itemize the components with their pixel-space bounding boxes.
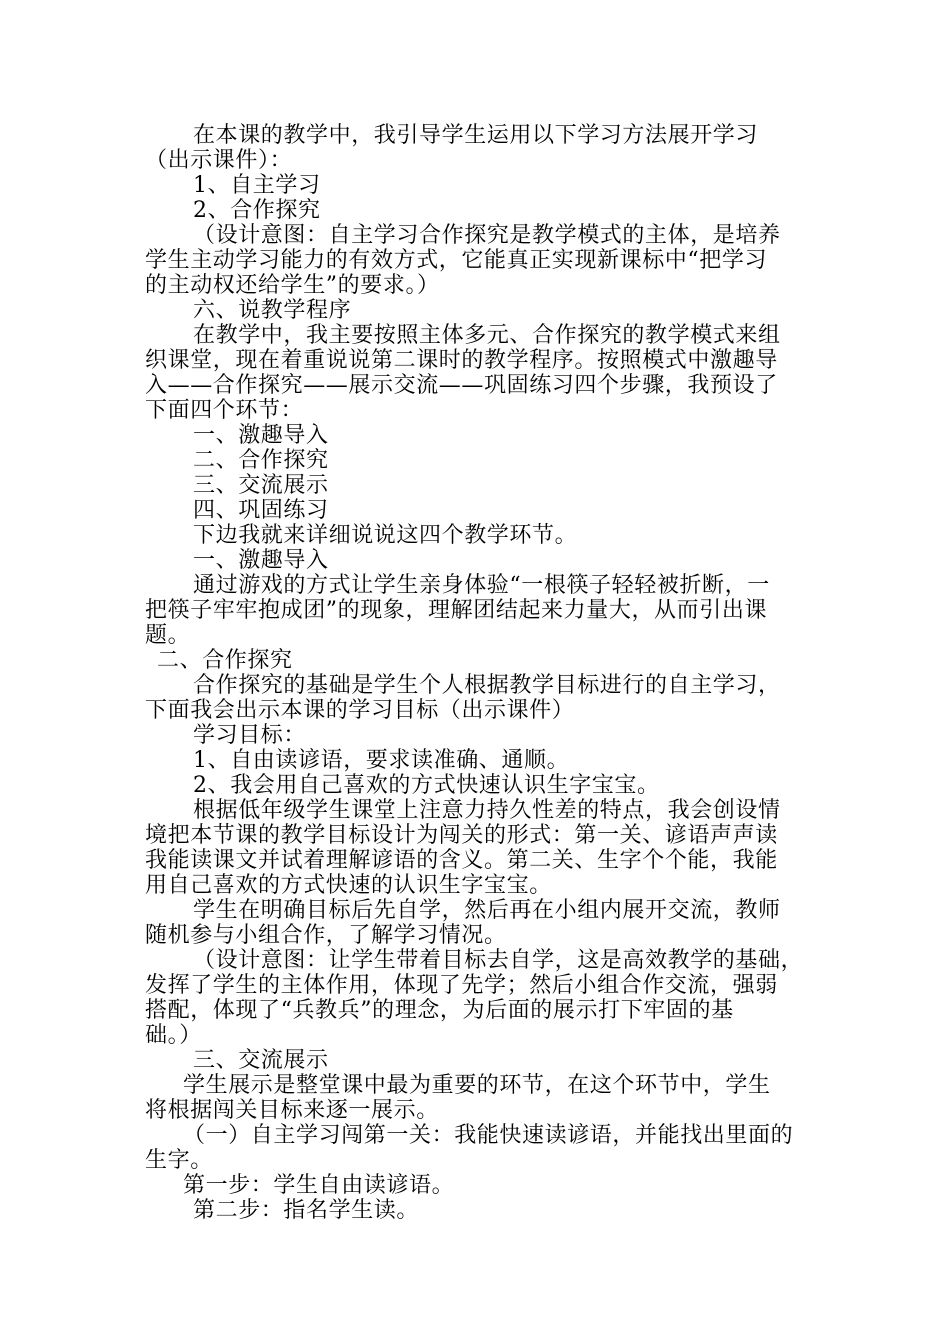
text-line: 随机参与小组合作，了解学习情况。	[145, 923, 507, 948]
text-line: 将根据闯关目标来逐一展示。	[145, 1098, 439, 1123]
text-line: 搭配，体现了“兵教兵”的理念，为后面的展示打下牢固的基	[145, 998, 734, 1023]
section-heading: 二、合作探究	[157, 648, 293, 673]
text-line: 在本课的教学中，我引导学生运用以下学习方法展开学习	[193, 123, 759, 148]
text-line: 用自己喜欢的方式快速的认识生字宝宝。	[145, 873, 552, 898]
text-line: 生字。	[145, 1148, 213, 1173]
text-line: 下面我会出示本课的学习目标（出示课件）	[145, 698, 575, 723]
text-line: 1、自主学习	[193, 173, 321, 198]
text-line: 下面四个环节：	[145, 398, 304, 423]
text-line: 合作探究的基础是学生个人根据教学目标进行的自主学习，	[193, 673, 781, 698]
list-item: 三、交流展示	[193, 473, 329, 498]
list-item: 1、自由读谚语，要求读准确、通顺。	[193, 748, 570, 773]
text-line: 学生主动学习能力的有效方式，它能真正实现新课标中“把学习	[145, 248, 768, 273]
text-line: 在教学中，我主要按照主体多元、合作探究的教学模式来组	[193, 323, 781, 348]
text-line: 学习目标：	[193, 723, 307, 748]
text-line: 根据低年级学生课堂上注意力持久性差的特点，我会创设情	[193, 798, 781, 823]
text-line: 2、合作探究	[193, 198, 321, 223]
text-line: （出示课件）：	[145, 148, 293, 173]
text-line: 织课堂，现在着重说说第二课时的教学程序。按照模式中激趣导	[145, 348, 778, 373]
text-line: 发挥了学生的主体作用，体现了先学；然后小组合作交流，强弱	[145, 973, 778, 998]
text-line: 我能读课文并试着理解谚语的含义。第二关、生字个个能，我能	[145, 848, 778, 873]
text-line: 学生在明确目标后先自学，然后再在小组内展开交流，教师	[193, 898, 781, 923]
list-item: 2、我会用自己喜欢的方式快速认识生字宝宝。	[193, 773, 660, 798]
text-line: （设计意图：自主学习合作探究是教学模式的主体，是培养	[193, 223, 781, 248]
list-item: 四、巩固练习	[193, 498, 329, 523]
section-heading: 三、交流展示	[193, 1048, 329, 1073]
list-item: 一、激趣导入	[193, 423, 329, 448]
text-line: （设计意图：让学生带着目标去自学，这是高效教学的基础，	[193, 948, 804, 973]
text-line: 础。）	[145, 1023, 202, 1048]
text-line: 把筷子牢牢抱成团”的现象，理解团结起来力量大，从而引出课	[145, 598, 768, 623]
text-line: 的主动权还给学生”的要求。）	[145, 273, 440, 298]
text-line: 入——合作探究——展示交流——巩固练习四个步骤，我预设了	[145, 373, 778, 398]
text-line: （一）自主学习闯第一关：我能快速读谚语，并能找出里面的	[183, 1123, 794, 1148]
text-line: 第二步：指名学生读。	[193, 1198, 420, 1223]
section-heading: 一、激趣导入	[193, 548, 329, 573]
text-line: 第一步：学生自由读谚语。	[183, 1173, 455, 1198]
text-line: 题。	[145, 623, 191, 648]
text-line: 境把本节课的教学目标设计为闯关的形式：第一关、谚语声声读	[145, 823, 778, 848]
text-line: 学生展示是整堂课中最为重要的环节，在这个环节中，学生	[183, 1073, 771, 1098]
text-line: 下边我就来详细说说这四个教学环节。	[193, 523, 578, 548]
text-line: 通过游戏的方式让学生亲身体验“一根筷子轻轻被折断，一	[193, 573, 770, 598]
list-item: 二、合作探究	[193, 448, 329, 473]
section-heading: 六、说教学程序	[193, 298, 352, 323]
